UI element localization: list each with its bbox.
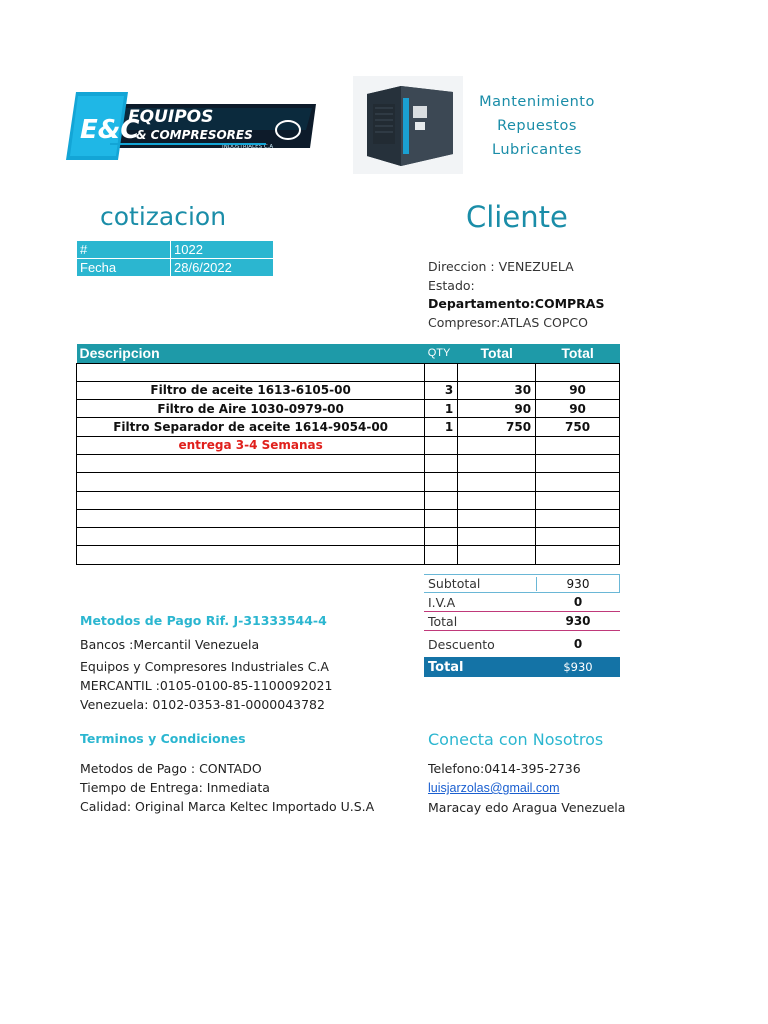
cell-qty [425, 363, 458, 381]
cell-qty: 1 [425, 418, 458, 436]
cell-desc [77, 491, 425, 509]
cell-price [458, 509, 536, 527]
table-row [77, 491, 620, 509]
table-row [77, 546, 620, 564]
table-row [77, 454, 620, 472]
client-direccion: Direccion : VENEZUELA [428, 259, 574, 274]
cell-price: 750 [458, 418, 536, 436]
iva-label: I.V.A [428, 594, 456, 610]
company-logo [66, 86, 318, 166]
quote-number-value: 1022 [171, 241, 274, 259]
table-row [77, 509, 620, 527]
cell-price: 90 [458, 400, 536, 418]
quote-date-label: Fecha [77, 259, 171, 277]
iva-value: 0 [573, 595, 583, 609]
cell-total [536, 509, 620, 527]
cell-qty [425, 546, 458, 564]
logo-title: EQUIPOS [128, 107, 214, 127]
terms-line: Tiempo de Entrega: Inmediata [80, 780, 270, 795]
payment-mercantil: MERCANTIL :0105-0100-85-1100092021 [80, 678, 333, 693]
cell-price [458, 546, 536, 564]
table-row [77, 259, 274, 277]
quote-date-value: 28/6/2022 [171, 259, 274, 277]
payment-heading: Metodos de Pago Rif. J-31333544-4 [80, 613, 327, 628]
descuento-label: Descuento [428, 636, 495, 652]
cell-qty [425, 436, 458, 454]
col-header-total: Total [536, 344, 620, 363]
descuento-value: 0 [573, 637, 583, 651]
cell-total [536, 436, 620, 454]
compressor-image [353, 76, 463, 174]
payment-company: Equipos y Compresores Industriales C.A [80, 659, 329, 674]
final-total-value: $930 [563, 660, 593, 674]
col-header-price: Total [458, 344, 536, 363]
cell-qty [425, 473, 458, 491]
terms-list [80, 759, 374, 816]
payment-bancos: Bancos :Mercantil Venezuela [80, 637, 260, 652]
totals-block [424, 574, 620, 677]
iva-row [424, 593, 620, 612]
contact-details [428, 759, 632, 817]
quote-heading: cotizacion [100, 202, 227, 231]
table-row [77, 473, 620, 491]
contact-location: Maracay edo Aragua Venezuela [428, 800, 626, 815]
cell-desc [77, 454, 425, 472]
service-item: Repuestos [497, 118, 577, 134]
cell-qty [425, 528, 458, 546]
client-details [428, 258, 604, 332]
cell-price [458, 491, 536, 509]
cell-total: 90 [536, 381, 620, 399]
subtotal-value: 930 [536, 577, 619, 591]
quote-info-table [76, 240, 274, 277]
cell-desc: entrega 3-4 Semanas [77, 436, 425, 454]
contact-telefono: Telefono:0414-395-2736 [428, 761, 581, 776]
final-total-label: Total [428, 659, 464, 675]
cell-qty [425, 491, 458, 509]
cell-qty [425, 509, 458, 527]
cell-total [536, 473, 620, 491]
logo-tagline: INDUSTRIALES C.A [222, 144, 274, 150]
terms-line: Calidad: Original Marca Keltec Importado U.S.A [80, 799, 375, 814]
cell-price [458, 363, 536, 381]
cell-qty: 1 [425, 400, 458, 418]
payment-details [80, 635, 332, 714]
table-row [77, 241, 274, 259]
table-row [77, 400, 620, 418]
client-estado: Estado: [428, 277, 475, 293]
cell-desc: Filtro de aceite 1613-6105-00 [77, 381, 425, 399]
cell-desc: Filtro de Aire 1030-0979-00 [77, 400, 425, 418]
terms-heading: Terminos y Condiciones [80, 731, 246, 746]
cell-price [458, 473, 536, 491]
cell-total [536, 546, 620, 564]
table-row [77, 528, 620, 546]
cell-total [536, 363, 620, 381]
col-header-qty: QTY [425, 344, 458, 363]
descuento-row [424, 631, 620, 657]
cell-desc [77, 509, 425, 527]
cell-desc [77, 528, 425, 546]
total-row [424, 612, 620, 631]
col-header-desc: Descripcion [77, 344, 425, 363]
cell-price: 30 [458, 381, 536, 399]
service-item: Mantenimiento [479, 94, 595, 110]
contact-email-link[interactable]: luisjarzolas@gmail.com [428, 781, 560, 795]
subtotal-row [424, 574, 620, 593]
cell-total: 90 [536, 400, 620, 418]
cell-desc [77, 473, 425, 491]
final-total-row [424, 657, 620, 677]
cell-total [536, 491, 620, 509]
table-row [77, 381, 620, 399]
cell-price [458, 436, 536, 454]
client-departamento: Departamento:COMPRAS [428, 296, 605, 311]
cell-desc [77, 363, 425, 381]
payment-venezuela: Venezuela: 0102-0353-81-0000043782 [80, 697, 325, 712]
quote-number-label: # [77, 241, 171, 259]
cell-price [458, 528, 536, 546]
subtotal-label: Subtotal [428, 576, 481, 591]
table-header-row [77, 344, 620, 363]
client-heading: Cliente [466, 200, 568, 234]
cell-total: 750 [536, 418, 620, 436]
cell-qty: 3 [425, 381, 458, 399]
services-list [470, 90, 604, 162]
terms-line: Metodos de Pago : CONTADO [80, 761, 262, 776]
cell-desc: Filtro Separador de aceite 1614-9054-00 [77, 418, 425, 436]
contact-heading: Conecta con Nosotros [428, 730, 604, 749]
cell-total [536, 454, 620, 472]
table-row [77, 418, 620, 436]
client-compresor: Compresor:ATLAS COPCO [428, 314, 588, 330]
service-item: Lubricantes [492, 142, 582, 158]
logo-mark: E&C [80, 115, 140, 145]
cell-desc [77, 546, 425, 564]
items-table [76, 344, 620, 565]
total-label: Total [428, 613, 458, 629]
total-value: 930 [565, 614, 591, 628]
cell-qty [425, 454, 458, 472]
table-row [77, 436, 620, 454]
table-row [77, 363, 620, 381]
cell-total [536, 528, 620, 546]
logo-subtitle: & COMPRESORES [136, 128, 253, 142]
cell-price [458, 454, 536, 472]
